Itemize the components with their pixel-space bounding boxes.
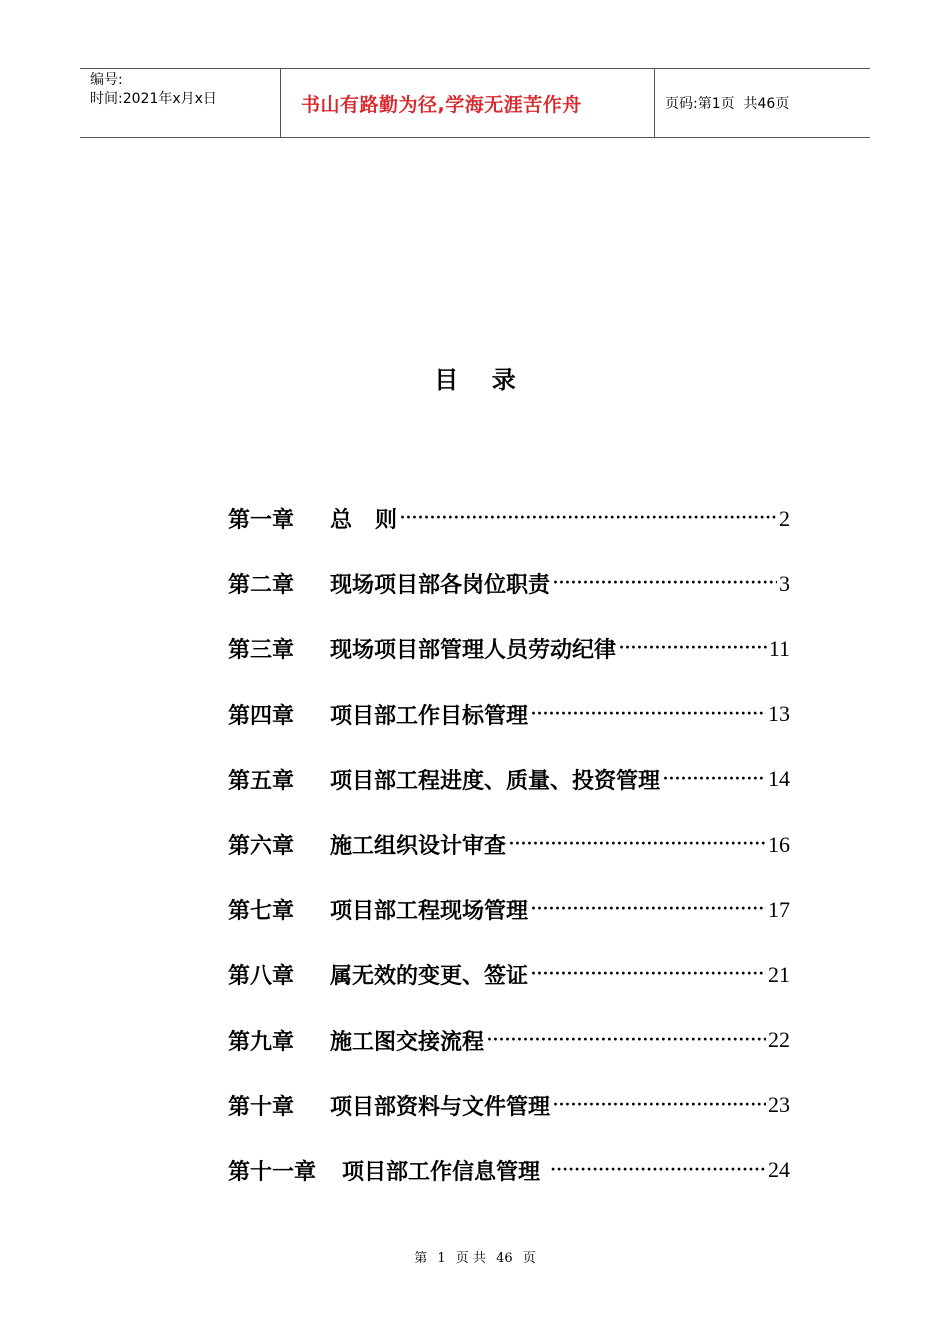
toc-chapter-title: 现场项目部管理人员劳动纪律 <box>330 638 617 664</box>
footer-suffix: 页 <box>522 1251 536 1266</box>
toc-chapter-number: 第十一章 <box>228 1159 317 1185</box>
toc-entry[interactable] <box>228 1138 790 1203</box>
toc-leader-dots <box>508 832 766 857</box>
toc-leader-dots <box>399 506 777 531</box>
toc-chapter-number: 第三章 <box>228 638 295 664</box>
header-table <box>80 68 870 138</box>
toc-page-number: 17 <box>768 896 790 922</box>
toc-page-number: 3 <box>779 570 790 596</box>
toc-chapter-title: 项目部工作信息管理 <box>342 1159 548 1185</box>
toc-entry[interactable] <box>228 616 790 681</box>
toc-chapter-title: 施工图交接流程 <box>330 1029 485 1055</box>
toc-leader-dots <box>552 1093 766 1118</box>
toc-leader-dots <box>552 571 777 596</box>
toc-chapter-title: 项目部工程现场管理 <box>330 899 529 925</box>
toc-leader-dots <box>662 767 766 792</box>
toc-page-number: 24 <box>768 1157 790 1183</box>
page-footer <box>0 1247 950 1266</box>
header-page-info: 页码:第1页 共46页 <box>665 96 790 112</box>
toc-chapter-number: 第八章 <box>228 964 295 990</box>
toc-chapter-number: 第一章 <box>228 508 295 534</box>
toc-chapter-title: 项目部工程进度、质量、投资管理 <box>330 768 661 794</box>
document-number-label: 编号: <box>90 72 123 88</box>
toc-chapter-number: 第六章 <box>228 834 295 860</box>
toc-entry[interactable] <box>228 1008 790 1073</box>
footer-mid: 页 共 <box>455 1251 486 1266</box>
footer-total-pages: 46 <box>496 1251 513 1266</box>
toc-chapter-number: 第十章 <box>228 1094 295 1120</box>
toc-page-number: 14 <box>768 766 790 792</box>
toc-chapter-title: 项目部资料与文件管理 <box>330 1094 551 1120</box>
header-motto: 书山有路勤为径,学海无涯苦作舟 <box>301 93 582 116</box>
toc-chapter-number: 第七章 <box>228 899 295 925</box>
toc-page-number: 22 <box>768 1027 790 1053</box>
header-motto-cell <box>281 69 655 137</box>
toc-chapter-title: 项目部工作目标管理 <box>330 703 529 729</box>
toc-leader-dots <box>530 897 766 922</box>
footer-prefix: 第 <box>414 1251 428 1266</box>
toc-title: 目 录 <box>434 365 516 394</box>
toc-entry[interactable] <box>228 812 790 877</box>
toc-entry[interactable] <box>228 877 790 942</box>
toc-chapter-number: 第九章 <box>228 1029 295 1055</box>
footer-page-number: 1 <box>437 1251 446 1266</box>
document-time-label: 时间:2021年x月x日 <box>90 91 217 107</box>
toc-page-number: 16 <box>768 831 790 857</box>
toc-entry[interactable] <box>228 942 790 1007</box>
toc-leader-dots <box>550 1158 766 1183</box>
toc-leader-dots <box>618 636 767 661</box>
toc-chapter-number: 第二章 <box>228 573 295 599</box>
toc-page-number: 11 <box>768 635 790 661</box>
toc-chapter-title: 现场项目部各岗位职责 <box>330 573 551 599</box>
toc-chapter-number: 第五章 <box>228 768 295 794</box>
header-meta-cell <box>80 69 281 137</box>
toc-chapter-title: 总 则 <box>330 508 397 534</box>
toc-leader-dots <box>530 962 766 987</box>
toc-chapter-title: 属无效的变更、签证 <box>330 964 529 990</box>
toc-entry[interactable] <box>228 551 790 616</box>
toc-entry[interactable] <box>228 1073 790 1138</box>
toc-chapter-title: 施工组织设计审查 <box>330 834 507 860</box>
toc-leader-dots <box>486 1028 766 1053</box>
toc-leader-dots <box>530 702 766 727</box>
toc-page-number: 23 <box>768 1092 790 1118</box>
toc-page-number: 2 <box>779 505 790 531</box>
toc-entry[interactable] <box>228 682 790 747</box>
header-page-cell <box>655 69 870 137</box>
toc-page-number: 21 <box>768 961 790 987</box>
toc-entry[interactable] <box>228 747 790 812</box>
toc-entry[interactable] <box>228 486 790 551</box>
toc-chapter-number: 第四章 <box>228 703 295 729</box>
table-of-contents <box>228 486 790 1203</box>
toc-page-number: 13 <box>768 701 790 727</box>
